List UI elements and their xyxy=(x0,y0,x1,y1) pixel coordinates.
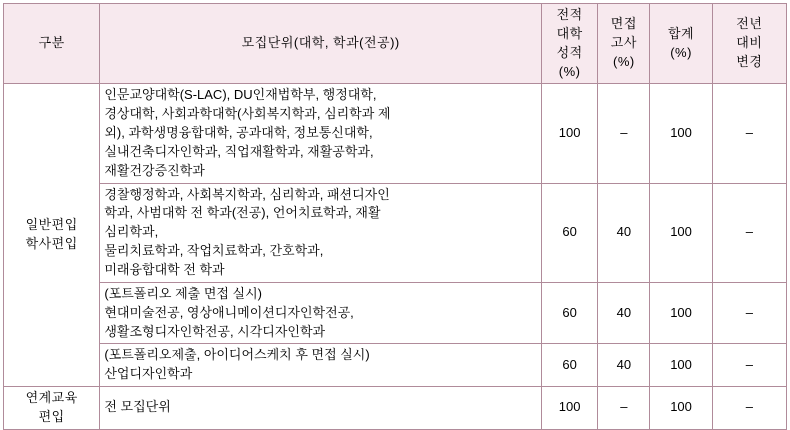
header-total-line2: (%) xyxy=(670,44,692,60)
interview-value: 40 xyxy=(598,183,650,282)
total-value: 100 xyxy=(650,183,712,282)
unit-line: (포트폴리오 제출 면접 실시) xyxy=(104,285,262,301)
header-prev-grade-line2: 대학 xyxy=(556,25,583,41)
change-value: – xyxy=(712,282,786,344)
header-prev-grade-line3: 성적 xyxy=(556,44,583,60)
unit-line: 경찰행정학과, 사회복지학과, 심리학과, 패션디자인 xyxy=(104,186,390,202)
prev-grade-value: 60 xyxy=(542,344,598,387)
recruitment-unit-cell xyxy=(100,282,542,344)
interview-value: – xyxy=(598,387,650,430)
header-interview-line2: 고사 xyxy=(610,35,637,51)
unit-line: 전 모집단위 xyxy=(104,399,171,415)
category-line2: 편입 xyxy=(38,408,65,424)
table-row xyxy=(4,344,787,387)
prev-grade-value: 60 xyxy=(542,282,598,344)
change-value: – xyxy=(712,84,786,183)
change-value: – xyxy=(712,183,786,282)
recruitment-unit-cell xyxy=(100,344,542,387)
header-interview xyxy=(598,4,650,84)
header-change-line1: 전년 xyxy=(736,16,763,32)
change-value: – xyxy=(712,387,786,430)
table-row xyxy=(4,183,787,282)
unit-line: 생활조형디자인학전공, 시각디자인학과 xyxy=(104,323,326,339)
unit-line: 학과, 사범대학 전 학과(전공), 언어치료학과, 재활 xyxy=(104,205,381,221)
recruitment-unit-cell xyxy=(100,84,542,183)
unit-line: 외), 과학생명융합대학, 공과대학, 정보통신대학, xyxy=(104,125,373,141)
header-total-line1: 합계 xyxy=(667,25,695,41)
header-interview-line1: 면접 xyxy=(610,16,637,32)
header-row xyxy=(4,4,787,84)
total-value: 100 xyxy=(650,282,712,344)
category-line1: 연계교육 xyxy=(25,390,78,406)
unit-line: (포트폴리오제출, 아이디어스케치 후 면접 실시) xyxy=(104,347,370,363)
prev-grade-value: 100 xyxy=(542,387,598,430)
header-gubun: 구분 xyxy=(4,4,100,84)
interview-value: – xyxy=(598,84,650,183)
header-change-line3: 변경 xyxy=(736,54,763,70)
change-value: – xyxy=(712,344,786,387)
recruitment-unit-cell xyxy=(100,387,542,430)
unit-line: 산업디자인학과 xyxy=(104,366,193,382)
category-cell-linked-education-transfer xyxy=(4,387,100,430)
category-line1: 일반편입 xyxy=(25,217,78,233)
header-interview-line3: (%) xyxy=(612,54,635,70)
unit-line: 재활건강증진학과 xyxy=(104,162,205,178)
header-recruitment-unit: 모집단위(대학, 학과(전공)) xyxy=(100,4,542,84)
header-prev-grade-line4: (%) xyxy=(558,63,581,79)
total-value: 100 xyxy=(650,387,712,430)
unit-line: 심리학과, xyxy=(104,224,159,240)
prev-grade-value: 60 xyxy=(542,183,598,282)
unit-line: 실내건축디자인학과, 직업재활학과, 재활공학과, xyxy=(104,143,374,159)
header-year-change xyxy=(712,4,786,84)
table-body xyxy=(4,84,787,429)
table-header xyxy=(4,4,787,84)
table-row xyxy=(4,387,787,430)
header-prev-grade-line1: 전적 xyxy=(556,7,583,22)
total-value: 100 xyxy=(650,84,712,183)
unit-line: 물리치료학과, 작업치료학과, 간호학과, xyxy=(104,243,324,259)
interview-value: 40 xyxy=(598,282,650,344)
header-change-line2: 대비 xyxy=(736,35,763,51)
header-total xyxy=(650,4,712,84)
category-line2: 학사편입 xyxy=(25,236,78,252)
interview-value: 40 xyxy=(598,344,650,387)
unit-line: 미래융합대학 전 학과 xyxy=(104,261,225,277)
unit-line: 경상대학, 사회과학대학(사회복지학과, 심리학과 제 xyxy=(104,106,391,122)
table-row xyxy=(4,282,787,344)
unit-line: 인문교양대학(S-LAC), DU인재법학부, 행정대학, xyxy=(104,87,377,103)
category-cell-general-transfer xyxy=(4,84,100,387)
table-row xyxy=(4,84,787,183)
prev-grade-value: 100 xyxy=(542,84,598,183)
admission-criteria-table xyxy=(3,3,787,430)
total-value: 100 xyxy=(650,344,712,387)
unit-line: 현대미술전공, 영상애니메이션디자인학전공, xyxy=(104,304,354,320)
header-previous-school-grade xyxy=(542,4,598,84)
recruitment-unit-cell xyxy=(100,183,542,282)
